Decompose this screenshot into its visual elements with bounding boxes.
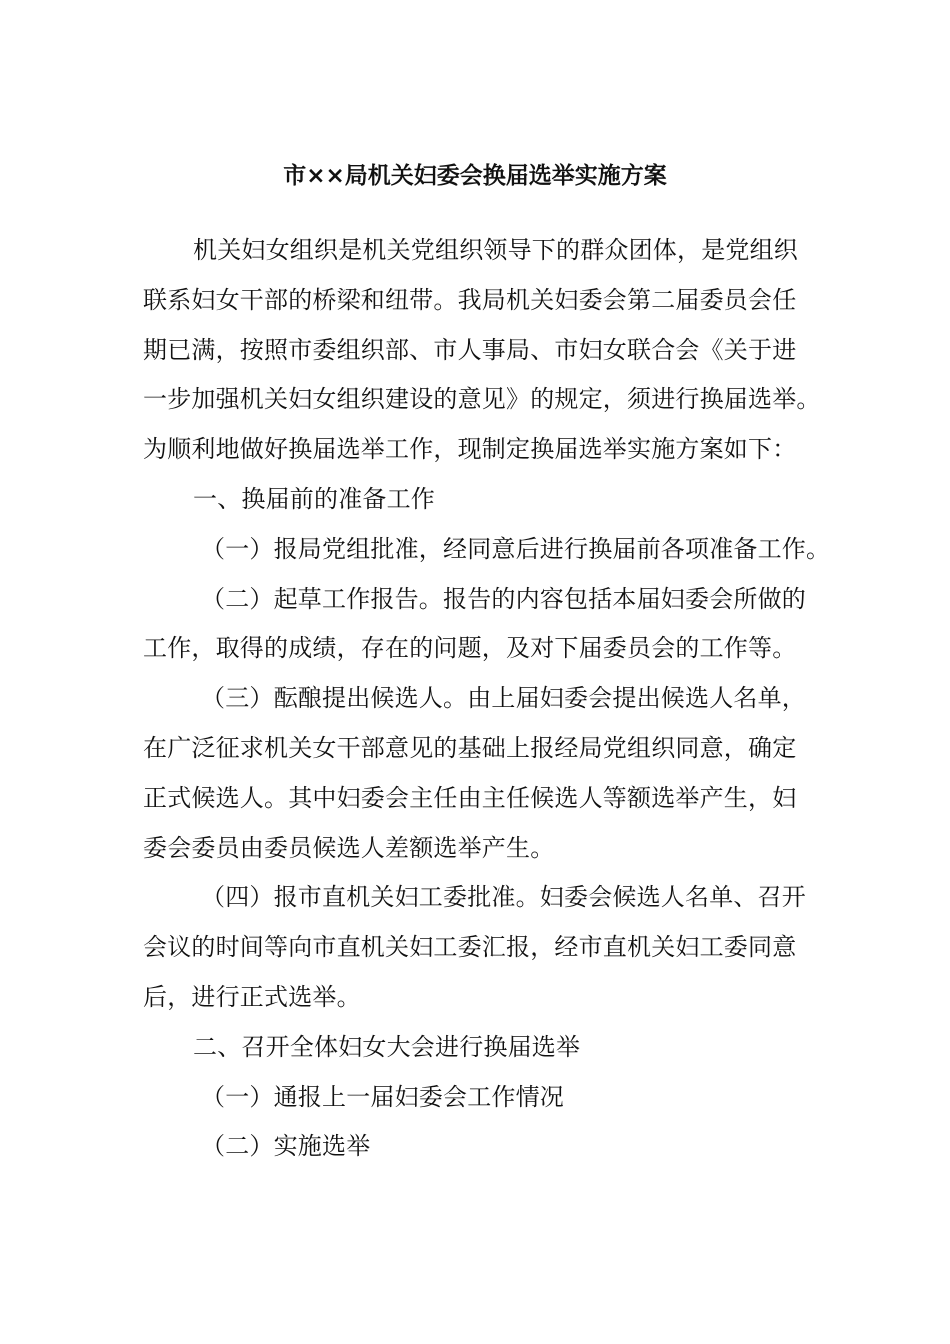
subsection-1-4-line-2: 会议的时间等向市直机关妇工委汇报，经市直机关妇工委同意 <box>143 933 797 962</box>
subsection-1-4-line-3: 后，进行正式选举。 <box>143 982 361 1011</box>
subsection-1-3-line-1: （三）酝酿提出候选人。由上届妇委会提出候选人名单， <box>201 684 806 713</box>
subsection-1-1: （一）报局党组批准，经同意后进行换届前各项准备工作。 <box>201 534 831 563</box>
subsection-1-4-line-1: （四）报市直机关妇工委批准。妇委会候选人名单、召开 <box>201 883 806 912</box>
paragraph-intro-line-4: 一步加强机关妇女组织建设的意见》的规定，须进行换届选举。 <box>143 385 821 414</box>
document-title: 市××局机关妇委会换届选举实施方案 <box>283 163 667 189</box>
subsection-1-3-line-4: 委会委员由委员候选人差额选举产生。 <box>143 833 555 862</box>
subsection-1-2-line-1: （二）起草工作报告。报告的内容包括本届妇委会所做的 <box>201 584 806 613</box>
subsection-1-3-line-3: 正式候选人。其中妇委会主任由主任候选人等额选举产生，妇 <box>143 783 797 812</box>
subsection-1-3-line-2: 在广泛征求机关女干部意见的基础上报经局党组织同意，确定 <box>143 733 797 762</box>
section-heading-1: 一、换届前的准备工作 <box>193 484 435 513</box>
paragraph-intro-line-1: 机关妇女组织是机关党组织领导下的群众团体，是党组织 <box>193 236 798 264</box>
section-heading-2: 二、召开全体妇女大会进行换届选举 <box>193 1032 581 1061</box>
paragraph-intro-line-5: 为顺利地做好换届选举工作，现制定换届选举实施方案如下： <box>143 435 797 464</box>
document-body <box>143 226 831 1172</box>
subsection-2-1: （一）通报上一届妇委会工作情况 <box>201 1082 564 1111</box>
subsection-2-2: （二）实施选举 <box>201 1132 371 1161</box>
paragraph-intro-line-2: 联系妇女干部的桥梁和纽带。我局机关妇委会第二届委员会任 <box>143 285 797 314</box>
paragraph-intro-line-3: 期已满，按照市委组织部、市人事局、市妇女联合会《关于进 <box>143 335 797 364</box>
subsection-1-2-line-2: 工作，取得的成绩，存在的问题，及对下届委员会的工作等。 <box>143 634 797 663</box>
